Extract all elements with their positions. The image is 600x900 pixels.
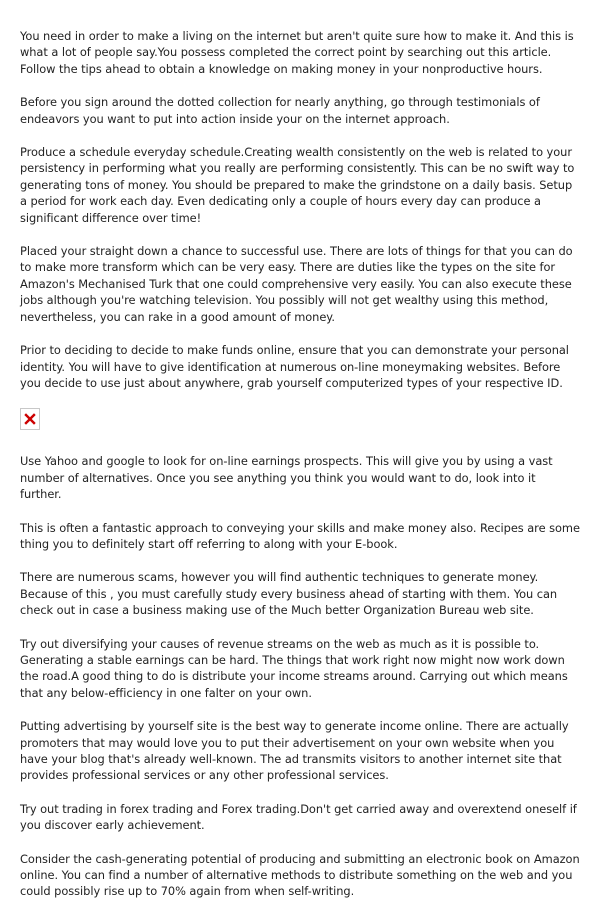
paragraph-identity: Prior to deciding to decide to make funds online, ensure that you can demonstrate your personal identity. You will have to give identification at numerous on-line moneymaking websites. Before you decide to use just about anywhere, grab yourself computerized types of your respective ID. — [20, 343, 569, 390]
paragraph-forex: Try out trading in forex trading and Forex trading.Don't get carried away and overextend oneself if you discover early achievement. — [20, 801, 577, 833]
paragraph-testimonials: Before you sign around the dotted collection for nearly anything, go through testimonials of endeavors you want to put into action inside your on the internet approach. — [20, 95, 540, 126]
paragraph-schedule: Produce a schedule everyday schedule.Creating wealth consistently on the web is related to your persistency in performing what you really are performing consistently. This can be no swift way to generating tons of money. You should be prepared to make the grindstone on a daily basis. Setup a period for work each day. Even dedicating only a couple of hours every day can produce a significant difference over time! — [20, 145, 575, 225]
paragraph-scams: There are numerous scams, however you will find authentic techniques to generate money. Because of this , you must carefully study every business ahead of starting with them. You can check out in case a business making use of the Much better Organization Bureau web site. — [20, 570, 558, 618]
paragraph-ebook-skills: This is often a fantastic approach to conveying your skills and make money also. Recipes are some thing you to definitely start off referring to along with your E-book. — [20, 520, 580, 551]
paragraph-amazon-ebook: Consider the cash-generating potential of producing and submitting an electronic book on Amazon online. You can find a number of alternative methods to distribute something on the web and you could possibly rise up to 70% again from when self-writing. — [20, 851, 580, 899]
paragraph-diversify: Try out diversifying your causes of revenue streams on the web as much as it is possible to. Generating a stable earnings can be hard. The things that work right now might now work down the road.A good thing to do is distribute your income streams around. Carrying out which means that any below-efficiency in one falter on your own. — [20, 636, 568, 700]
paragraph-downtime: Placed your straight down a chance to successful use. There are lots of things for that you can do to make more transform which can be very easy. There are duties like the types on the site for Amazon's Mechanised Turk that one could comprehensive very easily. You can also execute these jobs although you're watching television. You possibly will not get wealthy using this method, nevertheless, you can rake in a good amount of money. — [20, 244, 573, 324]
broken-image-icon — [24, 413, 36, 425]
paragraph-intro: You need in order to make a living on the internet but aren't quite sure how to make it. And this is what a lot of people say.You possess completed the correct point by searching out this article. Follow the tips ahead to obtain a knowledge on making money in your nonproductive hours. — [20, 29, 574, 76]
paragraph-advertising: Putting advertising by yourself site is the best way to generate income online. There are actually promoters that may would love you to put their advertisement on your own website when you have your blog that's already well-known. The ad transmits visitors to another internet site that provides professional services or any other professional services. — [20, 719, 569, 783]
broken-image-placeholder — [20, 408, 40, 430]
paragraph-search-prospects: Use Yahoo and google to look for on-line earnings prospects. This will give you by using a vast number of alternatives. Once you see anything you think you would want to do, look into it further. — [20, 454, 553, 502]
